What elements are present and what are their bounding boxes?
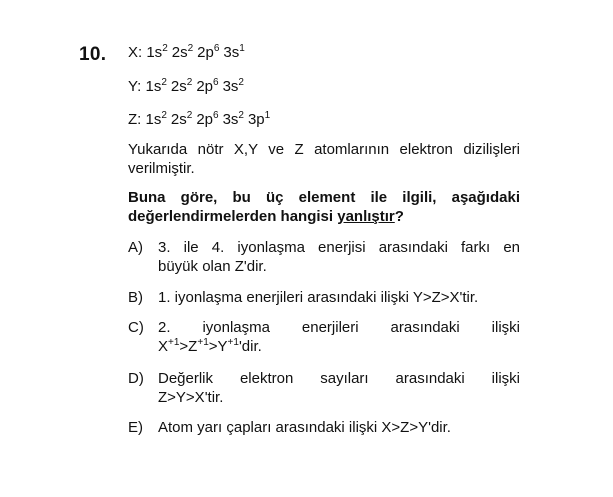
option-e-line1: Atom yarı çapları arasındaki ilişki X>Z>Y'dir.: [158, 419, 451, 436]
option-c-line1: 2. iyonlaşma enerjileri arasındaki ilişki: [158, 319, 520, 336]
option-e-letter: E): [128, 419, 143, 436]
option-a-letter: A): [128, 239, 143, 256]
config-y: Y: $1s^2$ $2s^2$ $2p^6$ $3s^2$: [128, 77, 244, 95]
option-b-line1: 1. iyonlaşma enerjileri arasındaki ilişki Y>Z>X'tir.: [158, 289, 479, 306]
option-d-letter: D): [128, 370, 144, 387]
prompt-end: ?: [394, 208, 404, 225]
option-b-text: [158, 288, 520, 307]
option-c-line2: $X^{+1}>Z^{+1}>Y^{+1}'dir$.: [158, 337, 262, 355]
option-d-line2: Z>Y>X'tir.: [158, 389, 224, 406]
option-d-text: [158, 369, 520, 407]
prompt-emphasis: yanlıştır: [337, 208, 395, 225]
option-c-letter: C): [128, 319, 144, 336]
prompt-main: Buna göre, bu üç element ile ilgili, aşağıdaki değerlendirmelerden hangisi: [128, 189, 520, 225]
option-a-line1: 3. ile 4. iyonlaşma enerjisi arasındaki farkı en: [158, 239, 520, 256]
question-number: 10.: [79, 44, 107, 65]
option-e-text: [158, 418, 520, 437]
config-x: X: $1s^2$ $2s^2$ $2p^6$ $3s^1$: [128, 43, 245, 61]
question-intro: Yukarıda nötr X,Y ve Z atomlarının elektron dizilişleri verilmiştir.: [128, 141, 520, 177]
question-prompt: [128, 188, 520, 226]
config-z: Z: $1s^2$ $2s^2$ $2p^6$ $3s^2$ $3p^1$: [128, 110, 271, 128]
option-a-text: [158, 238, 520, 276]
option-b-letter: B): [128, 289, 143, 306]
option-d-line1: Değerlik elektron sayıları arasındaki ilişki: [158, 370, 520, 387]
option-a-line2: büyük olan Z'dir.: [158, 258, 267, 275]
option-c-text: [158, 318, 520, 356]
